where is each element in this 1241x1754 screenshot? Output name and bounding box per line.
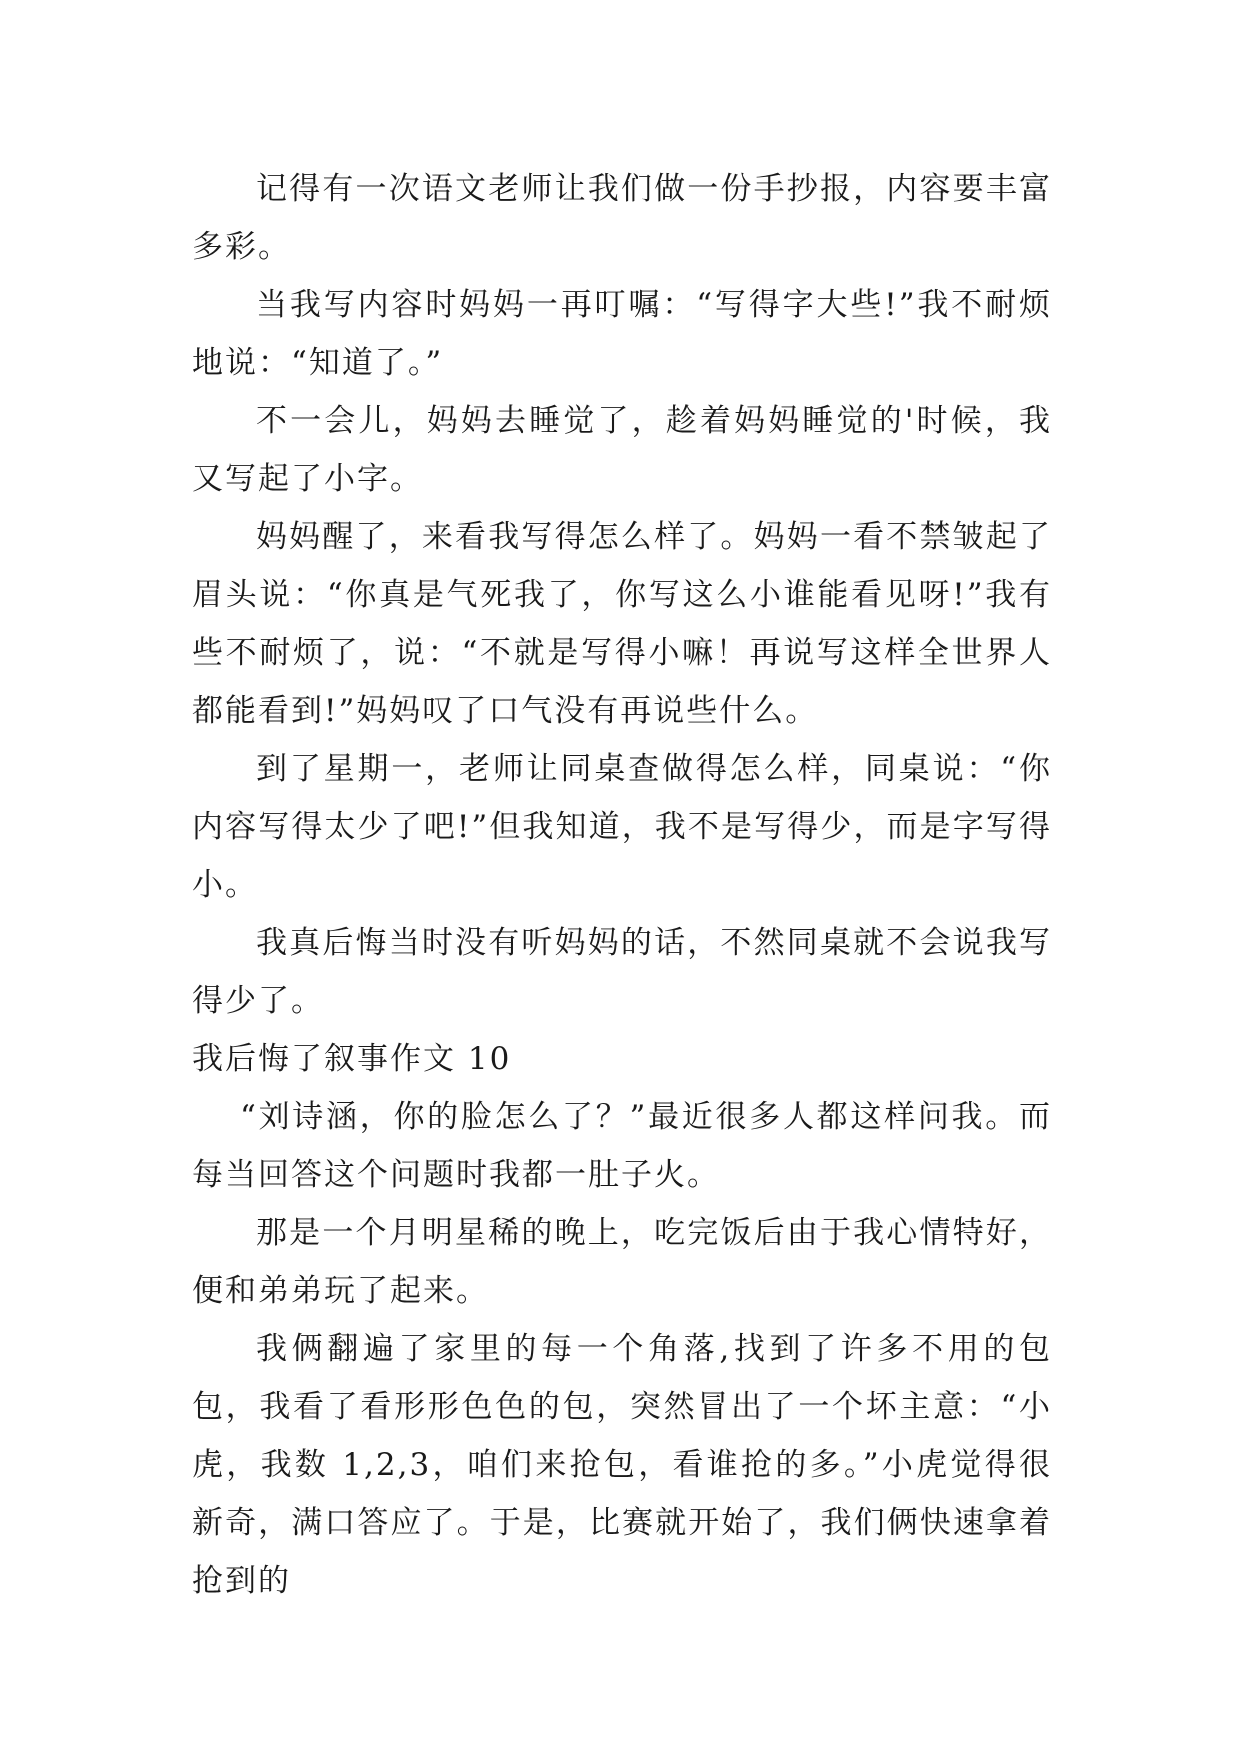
section-heading: 我后悔了叙事作文 10	[192, 1041, 512, 1077]
paragraph-9: 我俩翻遍了家里的每一个角落,找到了许多不用的包包，我看了看形形色色的包，突然冒出了一个坏主意：“小虎，我数 1,2,3，咱们来抢包，看谁抢的多。”小虎觉得很新奇，满口答应了。于是，比赛就开始了，我们俩快速拿着抢到的	[192, 1331, 1052, 1599]
paragraph-6: 我真后悔当时没有听妈妈的话，不然同桌就不会说我写得少了。	[192, 925, 1052, 1019]
paragraph-4: 妈妈醒了，来看我写得怎么样了。妈妈一看不禁皱起了眉头说：“你真是气死我了，你写这么小谁能看见呀!”我有些不耐烦了，说：“不就是写得小嘛！再说写这样全世界人都能看到!”妈妈叹了口气没有再说些什么。	[192, 519, 1052, 729]
paragraph-2: 当我写内容时妈妈一再叮嘱：“写得字大些!”我不耐烦地说：“知道了。”	[192, 287, 1052, 381]
paragraph-1: 记得有一次语文老师让我们做一份手抄报，内容要丰富多彩。	[192, 171, 1052, 265]
paragraph-8: 那是一个月明星稀的晚上，吃完饭后由于我心情特好，便和弟弟玩了起来。	[192, 1215, 1052, 1309]
paragraph-3: 不一会儿，妈妈去睡觉了，趁着妈妈睡觉的'时候，我又写起了小字。	[192, 403, 1052, 497]
paragraph-5: 到了星期一，老师让同桌查做得怎么样，同桌说：“你内容写得太少了吧!”但我知道，我不是写得少，而是字写得小。	[192, 751, 1052, 903]
document-body	[192, 160, 1052, 1610]
paragraph-7: “刘诗涵，你的脸怎么了？”最近很多人都这样问我。而每当回答这个问题时我都一肚子火。	[192, 1099, 1052, 1193]
